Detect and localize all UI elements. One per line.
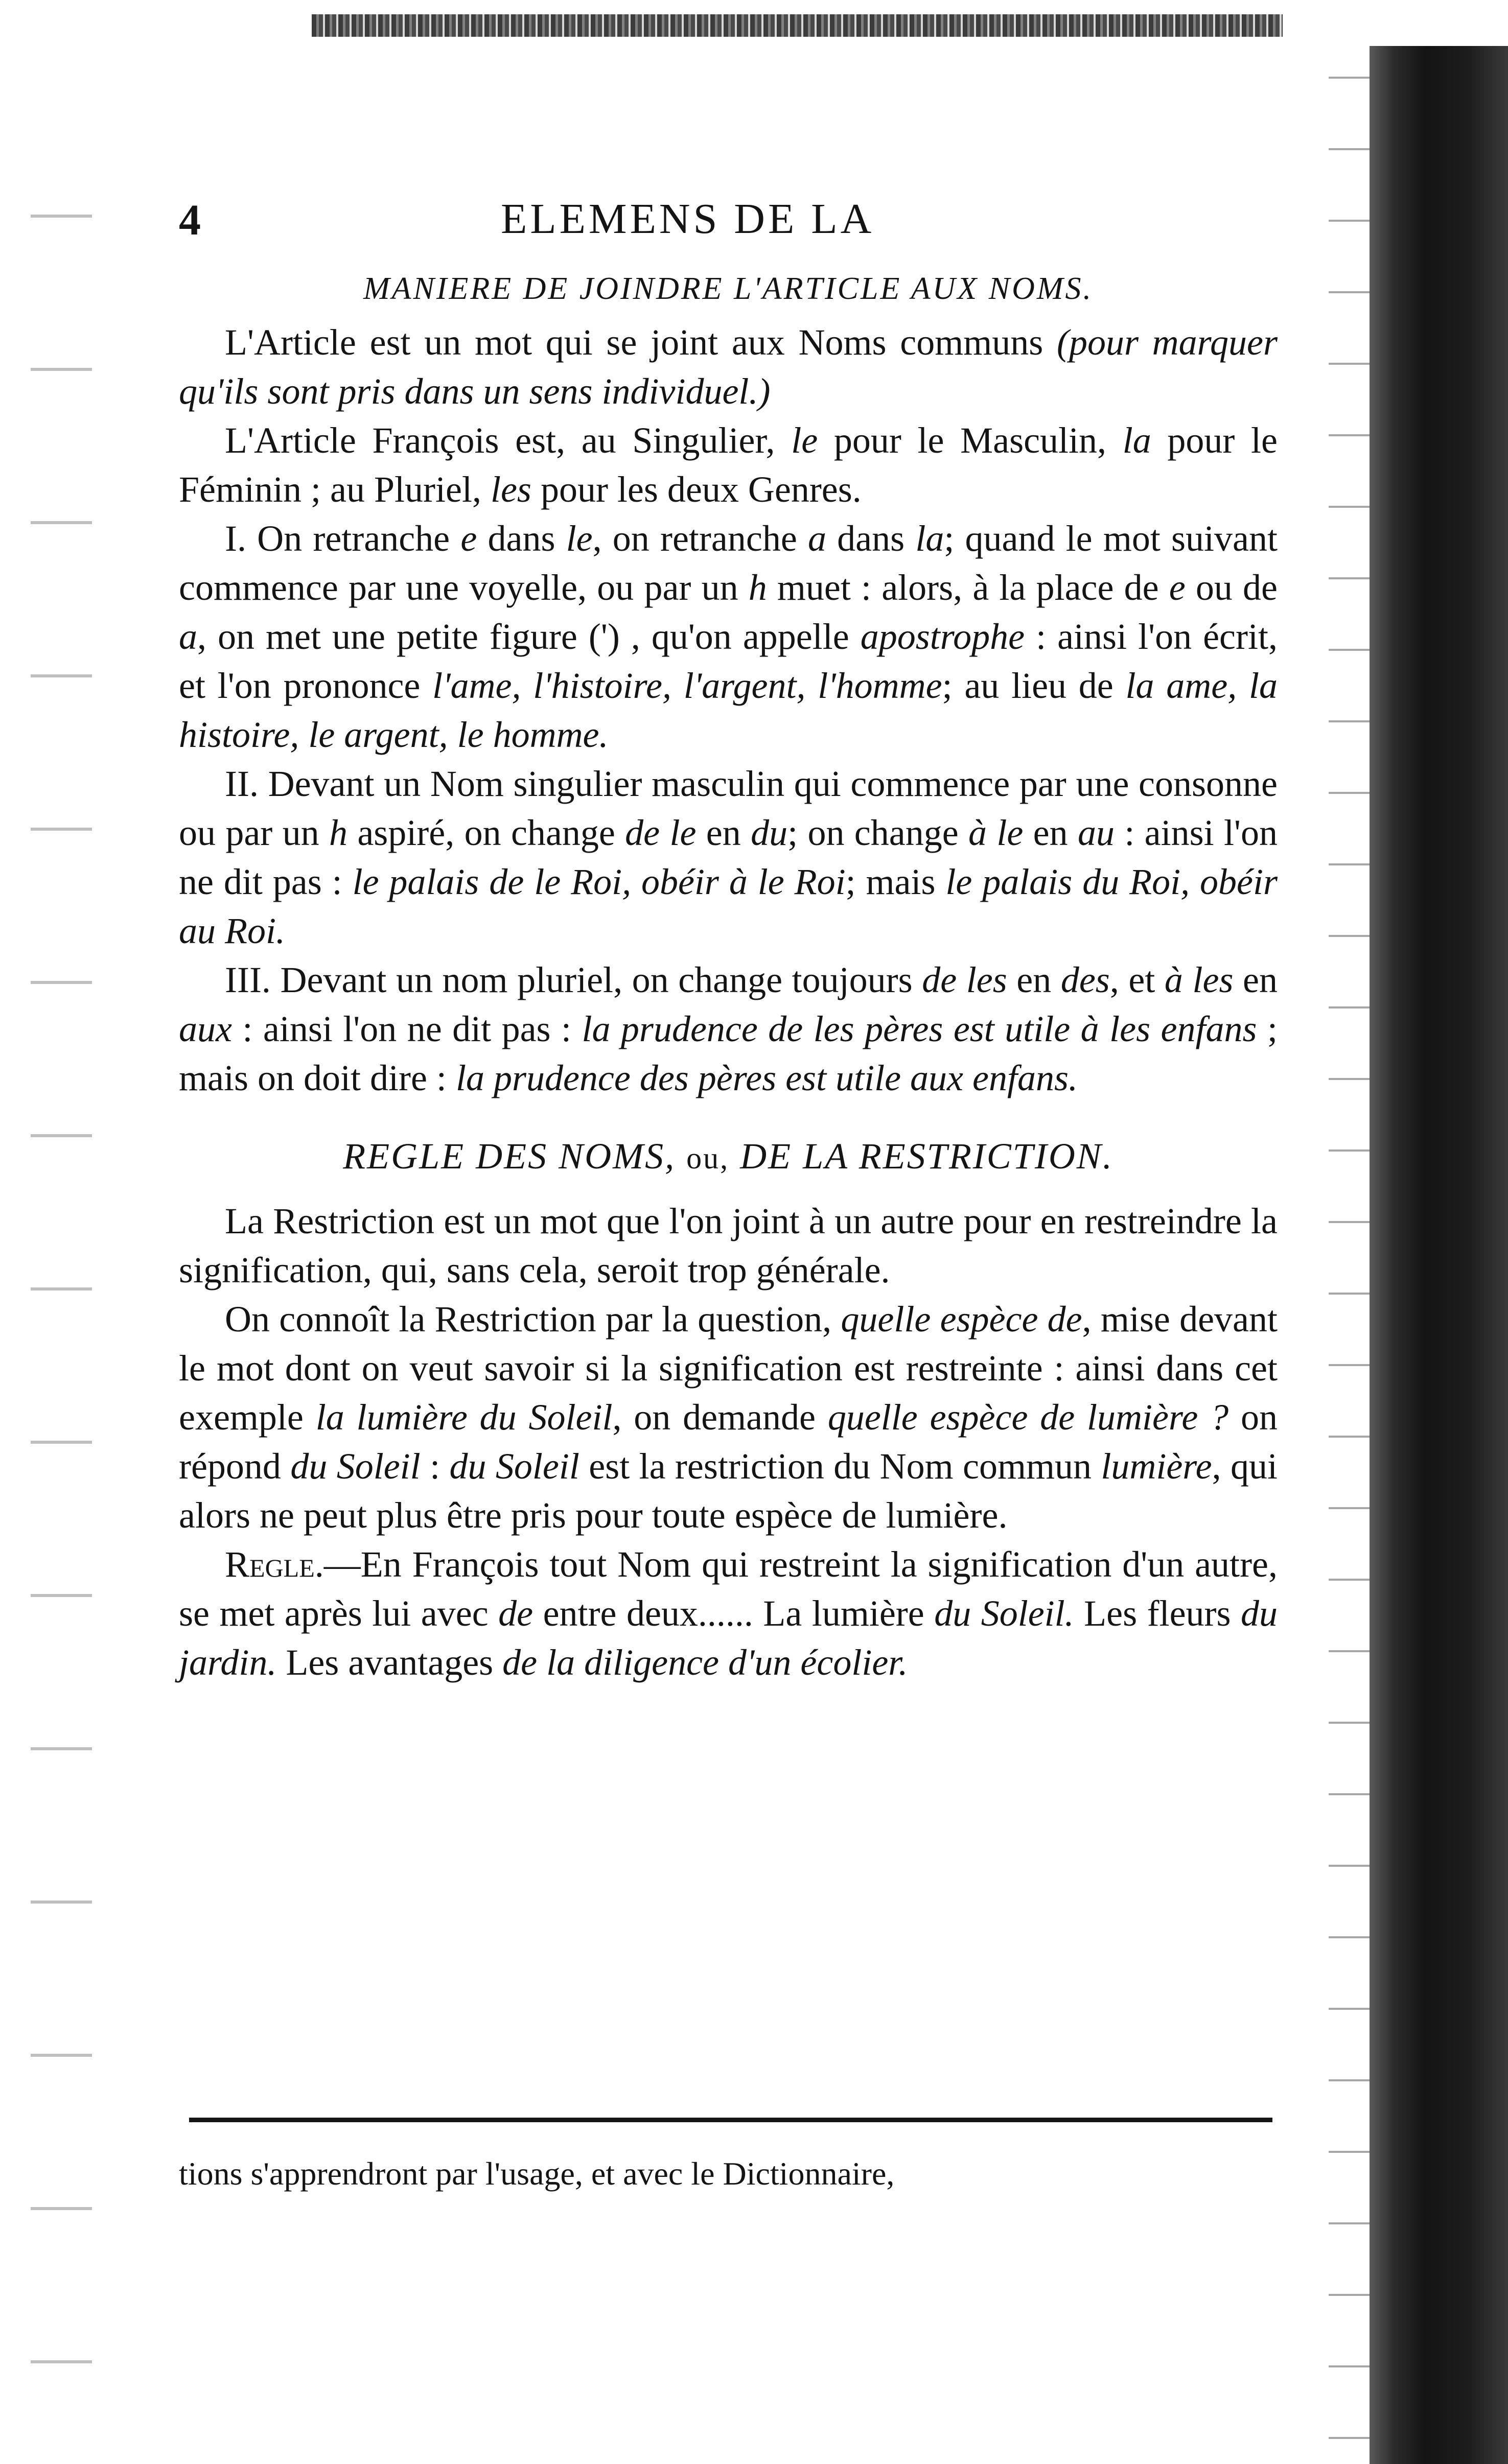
text-run: pour les deux Genres. [531, 469, 862, 510]
italic-run: du [751, 812, 788, 853]
footnote-rule [189, 2118, 1272, 2122]
page-body [179, 266, 1278, 1687]
text-run: ou de [1185, 567, 1278, 608]
text-run: III. Devant un nom pluriel, on change toujours [225, 959, 922, 1000]
text-run: , on retranche [592, 518, 808, 559]
italic-run: le palais du Roi, obéir au Roi. [179, 861, 1278, 951]
italic-run: les [490, 469, 531, 510]
text-run: en [1233, 959, 1278, 1000]
italic-run: du Soleil [290, 1446, 421, 1487]
italic-run: REGLE DES NOMS, [343, 1136, 676, 1177]
text-run: , on demande [612, 1397, 828, 1438]
text-run: —En François tout Nom qui restreint la signification d'un autre, se met après lui avec [179, 1544, 1278, 1634]
italic-run: apostrophe [860, 616, 1025, 657]
text-run: ; mais on doit dire : [179, 1008, 1278, 1098]
italic-run: quelle espèce de [841, 1299, 1082, 1340]
italic-run: quelle espèce de lumière ? [827, 1397, 1229, 1438]
italic-run: (pour marquer qu'ils sont pris dans un sens individuel.) [179, 322, 1278, 412]
page-number: 4 [179, 195, 201, 244]
italic-run: la [915, 518, 944, 559]
text-run: ; quand le mot suivant commence par une voyelle, ou par un [179, 518, 1278, 608]
italic-run: à les [1164, 959, 1234, 1000]
italic-run: des [1060, 959, 1110, 1000]
text-run: dans [826, 518, 916, 559]
text-run: Les avantages [276, 1642, 503, 1683]
text-run: , et [1109, 959, 1165, 1000]
text-run: Les fleurs [1074, 1593, 1241, 1634]
text-run: en [1007, 959, 1061, 1000]
footnote-continuation: tions s'apprendront par l'usage, et avec le Dictionnaire, [179, 2155, 895, 2192]
text-run: on répond [179, 1397, 1278, 1487]
italic-run: a [807, 518, 826, 559]
text-run: , qui alors ne peut plus être pris pour toute espèce de lumière. [179, 1446, 1278, 1536]
text-run: : ainsi l'on écrit, et l'on prononce [179, 616, 1278, 706]
text-run: est la restriction du Nom commun [579, 1446, 1101, 1487]
text-run: ou, [686, 1141, 730, 1175]
text-run: entre deux...... La lumière [533, 1593, 935, 1634]
italic-run: de la diligence d'un écolier. [502, 1642, 908, 1683]
italic-run: de le [625, 812, 697, 853]
italic-run: h [329, 812, 347, 853]
italic-run: de les [922, 959, 1007, 1000]
italic-run: la prudence de les pères est utile à les enfans [582, 1008, 1257, 1049]
italic-run: lumière [1101, 1446, 1212, 1487]
text-run: ; au lieu de [942, 665, 1126, 706]
paragraph-restriction-definition: La Restriction est un mot que l'on joint à un autre pour en restreindre la signification, qui, sans cela, seroit trop générale. [179, 1201, 1278, 1290]
paragraph-article-definition [179, 318, 1278, 416]
text-run: : ainsi l'on ne dit pas : [179, 812, 1278, 902]
italic-run: au [1077, 812, 1115, 853]
text-run: pour le Féminin ; au Pluriel, [179, 420, 1278, 510]
italic-run: la ame, la histoire, le argent, le homme. [179, 665, 1278, 755]
italic-run: du Soleil [449, 1446, 579, 1487]
small-caps-run: Regle. [225, 1544, 324, 1585]
left-margin-speckle [31, 153, 92, 2401]
italic-run: du jardin. [179, 1593, 1278, 1683]
text-run: pour le Masculin, [818, 420, 1123, 461]
text-run: I. On retranche [225, 518, 461, 559]
text-run: muet : alors, à la place de [767, 567, 1169, 608]
page-edge-shadow [1370, 46, 1508, 2464]
text-run: L'Article est un mot qui se joint aux Noms communs [225, 322, 1043, 363]
page-header [179, 194, 1278, 255]
italic-run: DE LA RESTRICTION. [740, 1136, 1113, 1177]
italic-run: le [791, 420, 818, 461]
italic-run: le [566, 518, 593, 559]
paragraph-regle [179, 1540, 1278, 1687]
italic-run: a [179, 616, 197, 657]
text-run: en [696, 812, 751, 853]
running-title: ELEMENS DE LA [501, 195, 875, 243]
italic-run: de [498, 1593, 533, 1634]
italic-run: e [1169, 567, 1186, 608]
italic-run: le palais de le Roi, obéir à le Roi [352, 861, 846, 902]
text-run: II. Devant un Nom singulier masculin qui commence par une consonne ou par un [179, 763, 1278, 853]
paragraph-article-forms [179, 416, 1278, 514]
paragraph-rule-two [179, 759, 1278, 955]
italic-run: aux [179, 1008, 232, 1049]
italic-run: e [460, 518, 477, 559]
paragraph-restriction-question [179, 1295, 1278, 1540]
paragraph-rule-three [179, 955, 1278, 1102]
text-run: On connoît la Restriction par la question, [225, 1299, 841, 1340]
text-run: , mise devant le mot dont on veut savoir si la signification est restreinte : ainsi dans cet exemple [179, 1299, 1278, 1438]
section-heading-restriction [179, 1133, 1278, 1181]
scan-noise-band [312, 14, 1283, 37]
text-run: , on met une petite figure (') , qu'on appelle [197, 616, 861, 657]
italic-run: l'ame, l'histoire, l'argent, l'homme [432, 665, 942, 706]
text-run: L'Article François est, au Singulier, [225, 420, 792, 461]
text-run: dans [477, 518, 566, 559]
italic-run: la lumière du Soleil [315, 1397, 613, 1438]
italic-run: du Soleil. [934, 1593, 1074, 1634]
italic-run: h [748, 567, 767, 608]
italic-run: à le [968, 812, 1024, 853]
paragraph-rule-one [179, 514, 1278, 759]
italic-run: la [1122, 420, 1151, 461]
text-run: aspiré, on change [347, 812, 625, 853]
text-run: : [420, 1446, 450, 1487]
text-run: en [1023, 812, 1078, 853]
text-run: ; mais [845, 861, 946, 902]
text-run: : ainsi l'on ne dit pas : [231, 1008, 582, 1049]
section-heading-article: MANIERE DE JOINDRE L'ARTICLE AUX NOMS. [363, 271, 1094, 306]
italic-run: la prudence des pères est utile aux enfans. [455, 1058, 1078, 1098]
text-run: ; on change [787, 812, 969, 853]
